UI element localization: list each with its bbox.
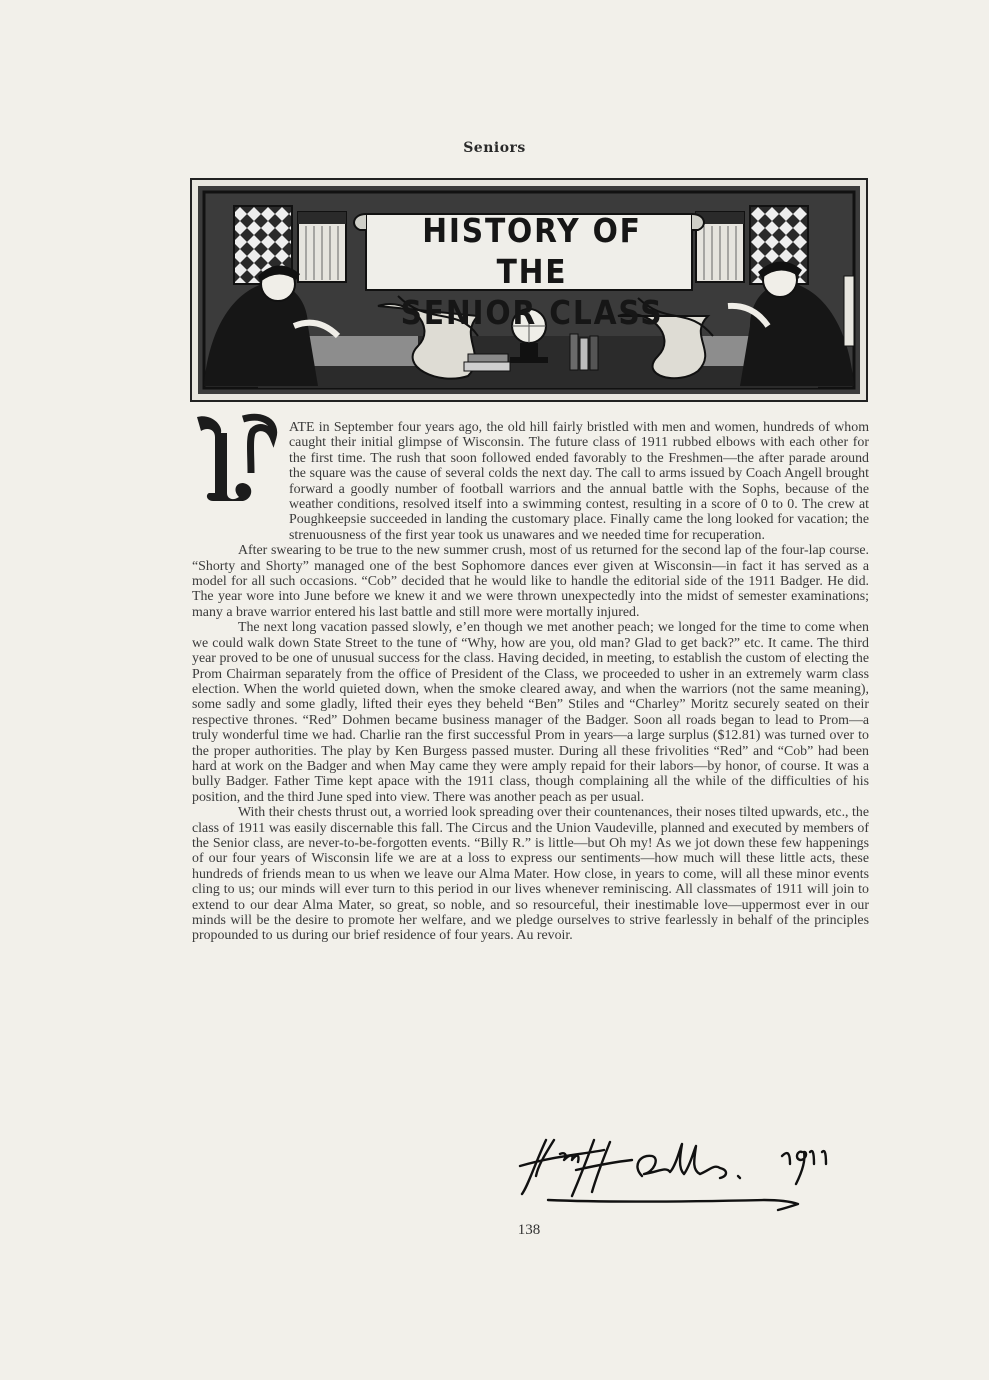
- running-head: Seniors: [463, 140, 526, 156]
- page-number: 138: [517, 1222, 541, 1238]
- header-title: [399, 210, 665, 333]
- header-illustration: [190, 178, 868, 402]
- article-paragraph-2: After swearing to be true to the new summer crush, most of us returned for the second lap of the four-lap course. “Shorty and Shorty” managed one of the best Sophomore dances ever given at Wisconsin—in fact it has served as a model for all such occasions. “Cob” decided that he would like to handle the editorial side of the 1911 Badger. He did. The year wore into June before we knew it and we were thrown unexpectedly into the midst of semester examinations; many a brave warrior entered his last battle and still more were mortally injured.: [192, 543, 869, 620]
- article-paragraph-1: ATE in September four years ago, the old hill fairly bristled with men and women, hundreds of whom caught their initial glimpse of Wisconsin. The future class of 1911 rubbed elbows with each other for the first time. The rush that soon followed ended favorably to the Freshmen—the after parade around the square was the cause of several colds the next day. The call to arms issued by Coach Angell brought forward a goodly number of football warriors and the annual battle with the Sophs, because of the weather conditions, resolved itself into a swimming contest, resulting in a score of 0 to 0. The crew at Poughkeepsie succeeded in landing the customary place. Finally came the long looked for vacation; the strenuousness of the first year took us unawares and we needed time for recuperation.: [289, 420, 869, 543]
- drop-cap-space: [192, 420, 289, 528]
- article-paragraph-3: The next long vacation passed slowly, e’en though we met another peach; we longed for the time to come when we could walk down State Street to the tune of “Why, how are you, old man? Glad to get back?” etc. It came. The third year proved to be one of unusual success for the class. Having decided, in meeting, to establish the custom of electing the Prom Chairman separately from the office of President of the Class, we proceeded to usher in an extremely warm class election. When the world quieted down, when the smoke cleared away, and when the warriors (not the same meaning), some sadly and some gladly, lifted their eyes they beheld “Ben” Stiles and “Charley” Moritz securely seated on their respective thrones. “Red” Dohmen became business manager of the Badger. Soon all roads began to lead to Prom—a truly wonderful time we had. Charlie ran the first successful Prom in years—a large surplus ($12.81) was turned over to the proper authorities. The play by Ken Burgess passed muster. During all these frivolities “Red” and “Cob” had been hard at work on the Badger and when May came they were amply repaid for their labors—by honor, of course. It was a bully Badger. Father Time kept apace with the 1911 class, though complaining all the while of the difficulties of his position, and the third June sped into view. There was another peach as per usual.: [192, 620, 869, 805]
- signature-drawing: [514, 1126, 874, 1216]
- article-paragraph-4: With their chests thrust out, a worried look spreading over their countenances, their noses tilted upwards, etc., the class of 1911 was easily discernable this fall. The Circus and the Union Vaudeville, planned and executed by members of the Senior class, are never-to-be-forgotten events. “Billy R.” is little—but Oh my! As we jot down these few happenings of our four years of Wisconsin life we are at a loss to express our sentiments—how much will these little acts, these hundreds of friends mean to us when we leave our Alma Mater. How close, in years to come, will all these minor events cling to us; our minds will ever turn to this period in our lives whenever reminiscing. All classmates of 1911 will join to extend to our dear Alma Mater, so great, so noble, and so resourceful, their inestimable love—uppermost ever in our minds will be the desire to promote her welfare, and we pledge ourselves to strive fearlessly in behalf of the principles propounded to us during our brief residence of four years. Au revoir.: [192, 805, 869, 944]
- handwritten-signature: [514, 1126, 874, 1216]
- header-title-line-2: SENIOR CLASS: [400, 293, 664, 332]
- header-title-line-1: HISTORY OF THE: [422, 211, 642, 291]
- article-body: [192, 420, 869, 944]
